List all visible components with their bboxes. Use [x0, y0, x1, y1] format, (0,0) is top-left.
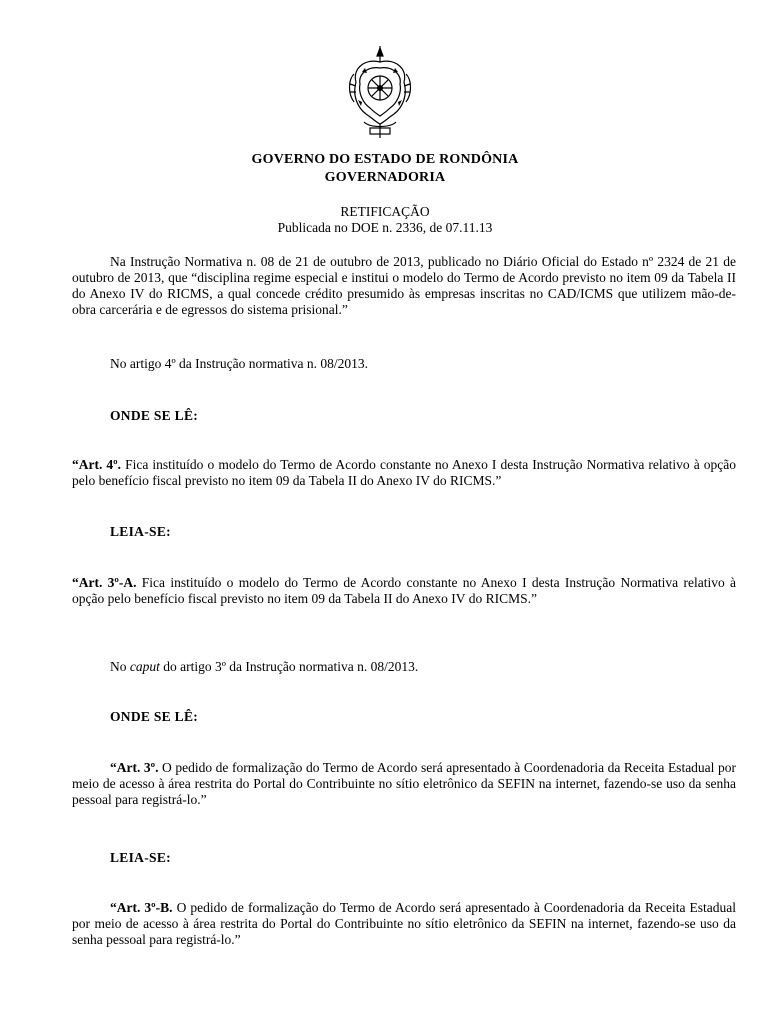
section2-leia-se-text: [72, 900, 736, 948]
section1-leia-se-text: [72, 575, 736, 607]
caput-term: caput: [129, 659, 160, 674]
section2-onde-se-le-label: ONDE SE LÊ:: [110, 709, 199, 724]
publication-note: Publicada no DOE n. 2336, de 07.11.13: [277, 220, 493, 235]
government-heading: GOVERNO DO ESTADO DE RONDÔNIA: [251, 152, 519, 167]
section2-leia-se-label: LEIA-SE:: [110, 850, 171, 865]
section1-leia-se-label: LEIA-SE:: [110, 524, 171, 539]
section1-onde-se-le-text: [72, 457, 736, 489]
article-lead: “Art. 3º-B.: [110, 900, 173, 915]
intro-paragraph: Na Instrução Normativa n. 08 de 21 de outubro de 2013, publicado no Diário Oficial do Estado nº 2324 de 21 de outubro de 2013, que “disciplina regime especial e institui o modelo do Termo de Acordo previsto no item 09 da Tabela II do Anexo IV do RICMS, a qual concede crédito presumido às empresas inscritas no CAD/ICMS que utilizem mão-de-obra carcerária e de egressos do sistema prisional.”: [72, 254, 736, 317]
section2-reference: No caput do artigo 3º da Instrução normativa n. 08/2013.: [110, 659, 419, 674]
article-lead: “Art. 4º.: [72, 457, 122, 472]
section2-onde-se-le-text: [72, 760, 736, 808]
article-text: Fica instituído o modelo do Termo de Acordo constante no Anexo I desta Instrução Normativa relativo à opção pelo benefício fiscal previsto no item 09 da Tabela II do Anexo IV do RICMS.”: [72, 575, 736, 606]
article-text: Fica instituído o modelo do Termo de Acordo constante no Anexo I desta Instrução Normativa relativo à opção pelo benefício fiscal previsto no item 09 da Tabela II do Anexo IV do RICMS.”: [72, 457, 737, 488]
article-text: O pedido de formalização do Termo de Acordo será apresentado à Coordenadoria da Receita Estadual por meio de acesso à área restrita do Portal do Contribuinte no sítio eletrônico da SEFIN na internet, fazendo-se uso da senha pessoal para registrá-lo.”: [72, 900, 736, 947]
department-heading: GOVERNADORIA: [324, 170, 446, 185]
article-text: O pedido de formalização do Termo de Acordo será apresentado à Coordenadoria da Receita Estadual por meio de acesso à área restrita do Portal do Contribuinte no sítio eletrônico da SEFIN na internet, fazendo-se uso da senha pessoal para registrá-lo.”: [72, 760, 736, 807]
section1-onde-se-le-label: ONDE SE LÊ:: [110, 408, 199, 423]
article-lead: “Art. 3º-A.: [72, 575, 137, 590]
document-type: RETIFICAÇÃO: [340, 204, 430, 219]
rondonia-state-coat-of-arms-icon: [346, 44, 414, 140]
article-lead: “Art. 3º.: [110, 760, 159, 775]
section1-reference: No artigo 4º da Instrução normativa n. 08/2013.: [110, 356, 369, 371]
